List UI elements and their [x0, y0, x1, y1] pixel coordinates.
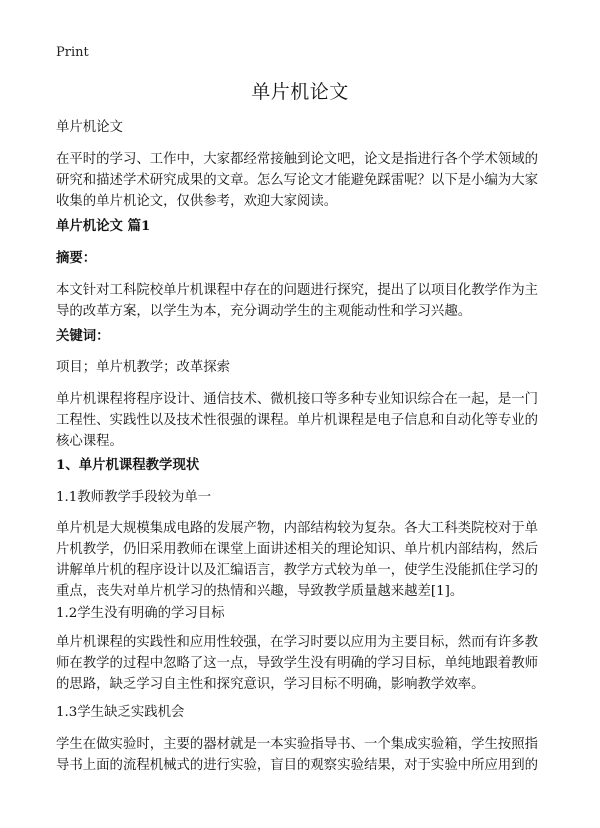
abstract-label: 摘要： — [56, 250, 97, 266]
intro-paragraph: 在平时的学习、工作中，大家都经常接触到论文吧，论文是指进行各个学术领域的研究和描述学术研究成果的文章。怎么写论文才能避免踩雷呢？以下是小编为大家收集的单片机论文，仅供参考，欢迎大家阅读。 — [56, 152, 539, 209]
paragraph-1-1: 单片机是大规模集成电路的发展产物，内部结构较为复杂。各大工科类院校对于单片机教学，仍旧采用教师在课堂上面讲述相关的理论知识、单片机内部结构，然后讲解单片机的程序设计以及汇编语言，教学方式较为单一，使学生没能抓住学习的重点，丧失对单片机学习的热情和兴趣，导致教学质量越来越差[1]。 — [56, 521, 539, 599]
keywords-label: 关键词： — [56, 328, 110, 344]
page-title: 单片机论文 — [251, 81, 349, 103]
paragraph-1-2: 单片机课程的实践性和应用性较强，在学习时要以应用为主要目标，然而有许多教师在教学的过程中忽略了这一点，导致学生没有明确的学习目标，单纯地跟着教师的思路，缺乏学习自主性和探究意识，学习目标不明确，影响教学效率。 — [56, 635, 539, 692]
body-intro-paragraph: 单片机课程将程序设计、通信技术、微机接口等多种专业知识综合在一起，是一门工程性、实践性以及技术性很强的课程。单片机课程是电子信息和自动化等专业的核心课程。 — [56, 392, 539, 449]
article-subtitle: 单片机论文 — [56, 120, 123, 135]
heading-1-3: 1.3学生缺乏实践机会 — [56, 705, 185, 720]
paragraph-1-3: 学生在做实验时，主要的器材就是一本实验指导书、一个集成实验箱，学生按照指导书上面的流程机械式的进行实验，盲目的观察实验结果，对于实验中所应用到的 — [56, 737, 539, 773]
heading-1-1: 1.1教师教学手段较为单一 — [56, 490, 212, 505]
section-title: 单片机论文 篇1 — [56, 218, 151, 234]
print-link[interactable]: Print — [56, 45, 89, 60]
heading-1-2: 1.2学生没有明确的学习目标 — [56, 606, 225, 621]
abstract-text: 本文针对工科院校单片机课程中存在的问题进行探究，提出了以项目化教学作为主导的改革方案，以学生为本，充分调动学生的主观能动性和学习兴趣。 — [56, 283, 539, 319]
heading-1: 1、单片机课程教学现状 — [56, 457, 200, 473]
keywords-text: 项目；单片机教学；改革探索 — [56, 360, 231, 375]
